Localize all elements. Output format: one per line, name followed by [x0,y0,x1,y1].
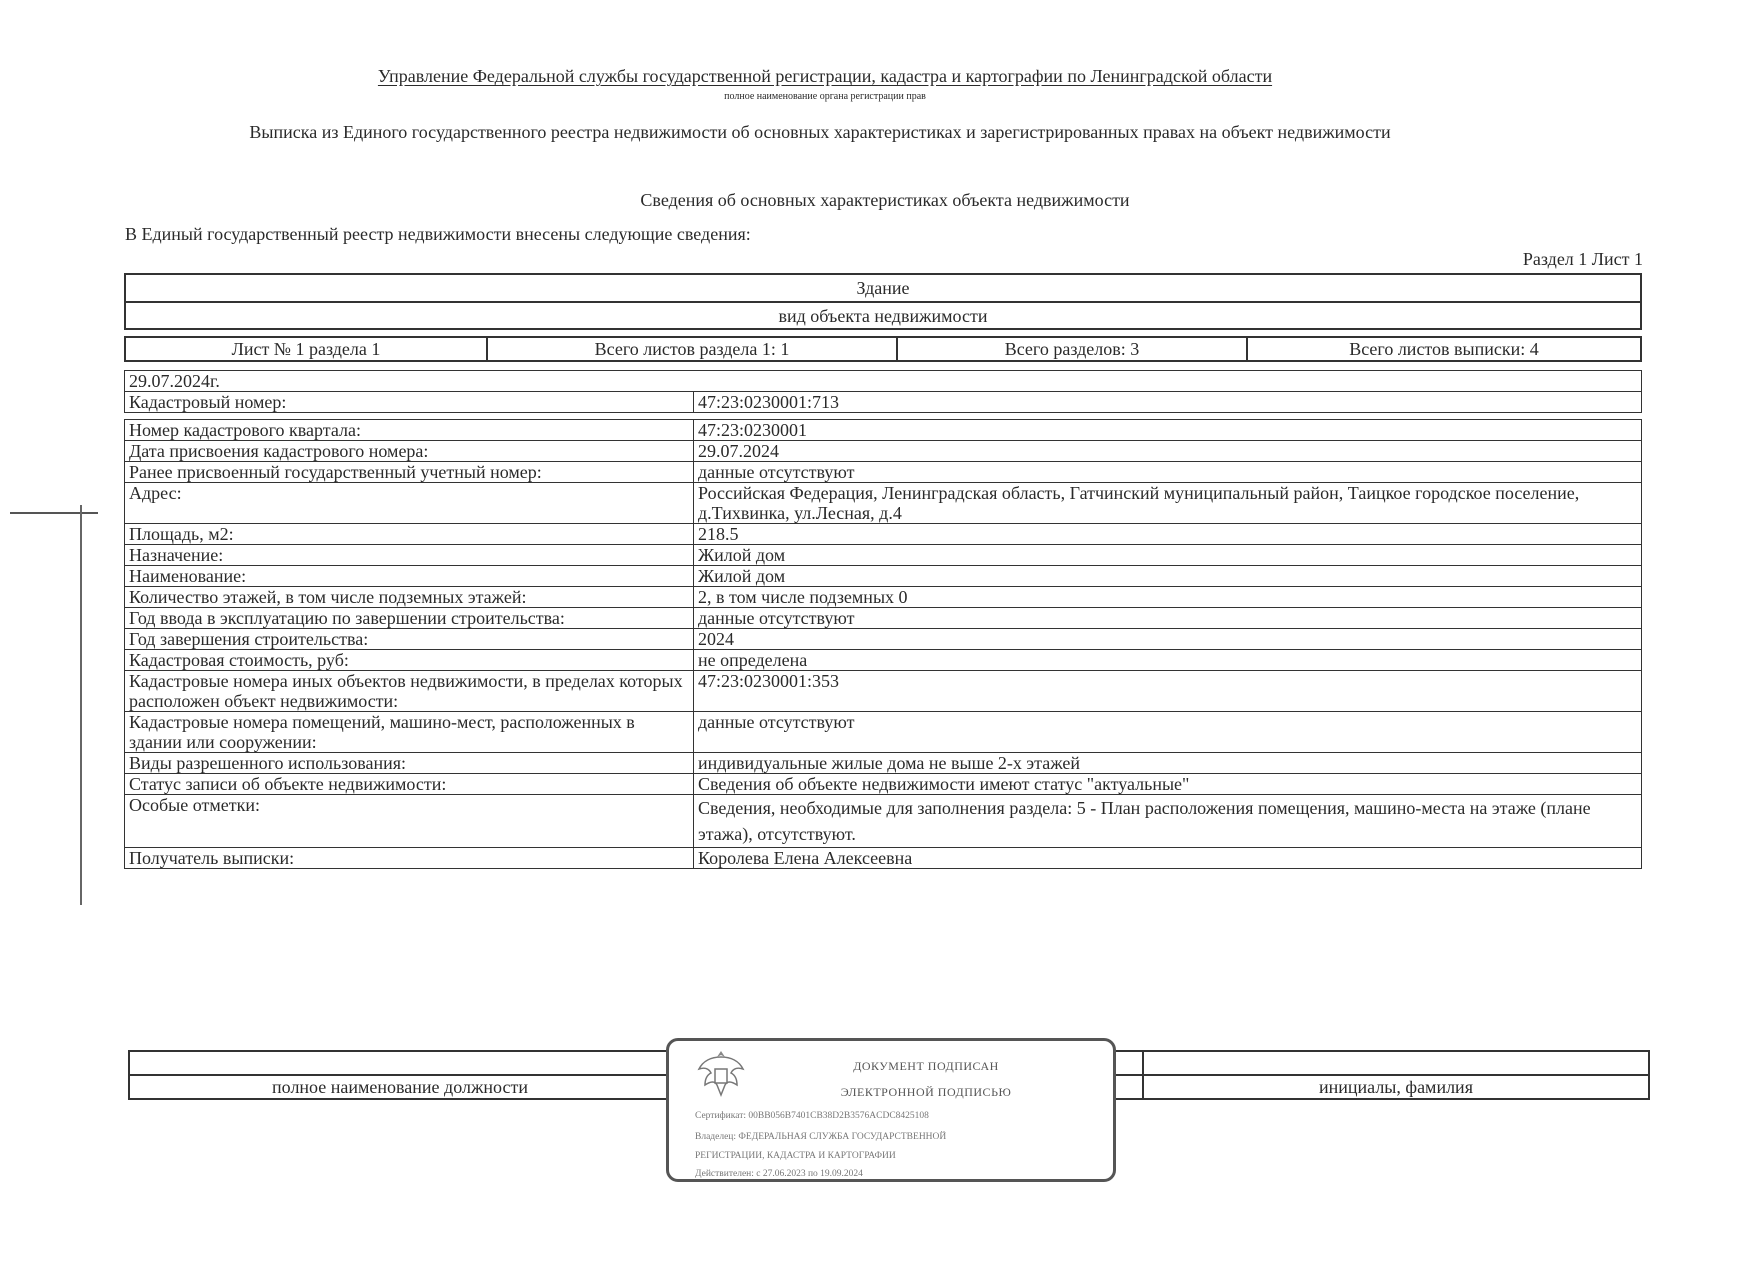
row-label: Номер кадастрового квартала: [125,420,694,441]
object-type-box [124,273,1642,330]
row-label: Дата присвоения кадастрового номера: [125,441,694,462]
org-name: Управление Федеральной службы государственной регистрации, кадастра и картографии по Ленинградской области [377,66,1273,86]
row-label: Кадастровые номера иных объектов недвижимости, в пределах которых расположен объект недвижимости: [125,671,694,712]
stamp-title: ДОКУМЕНТ ПОДПИСАН [853,1059,999,1073]
extract-date: 29.07.2024г. [125,371,1642,392]
row-value: Российская Федерация, Ленинградская область, Гатчинский муниципальный район, Таицкое городское поселение, д.Тихвинка, ул.Лесная, д.4 [694,483,1642,524]
row-label: Год ввода в эксплуатацию по завершении строительства: [125,608,694,629]
row-value: Сведения, необходимые для заполнения раздела: 5 - План расположения помещения, машино-места на этаже (плане этажа), отсутствуют. [694,795,1642,848]
row-value: данные отсутствуют [694,608,1642,629]
org-caption: полное наименование органа регистрации прав [724,91,926,102]
table-row [125,848,1642,869]
margin-line [80,505,82,905]
row-label: Назначение: [125,545,694,566]
sheet-number: Лист № 1 раздела 1 [126,338,488,360]
object-type-value: Здание [856,278,910,298]
characteristics-table [124,370,1642,869]
table-row [125,566,1642,587]
row-value: данные отсутствуют [694,712,1642,753]
stamp-owner-line2: РЕГИСТРАЦИИ, КАДАСТРА И КАРТОГРАФИИ [695,1151,896,1161]
table-row [125,671,1642,712]
table-row [125,608,1642,629]
cadastral-number-row [125,392,1642,413]
object-type-caption: вид объекта недвижимости [126,301,1640,329]
row-value: данные отсутствуют [694,462,1642,483]
table-row [125,753,1642,774]
row-label: Статус записи об объекте недвижимости: [125,774,694,795]
row-value: Сведения об объекте недвижимости имеют статус "актуальные" [694,774,1642,795]
table-row [125,524,1642,545]
stamp-owner-line1: Владелец: ФЕДЕРАЛЬНАЯ СЛУЖБА ГОСУДАРСТВЕННОЙ [695,1132,947,1142]
total-sections: Всего разделов: 3 [898,338,1248,360]
row-value: индивидуальные жилые дома не выше 2-х этажей [694,753,1642,774]
total-sheets: Всего листов выписки: 4 [1349,339,1539,359]
row-value: Королева Елена Алексеевна [694,848,1642,869]
row-label: Виды разрешенного использования: [125,753,694,774]
row-value: 47:23:0230001 [694,420,1642,441]
table-row [125,587,1642,608]
table-row [125,420,1642,441]
total-section-sheets: Всего листов раздела 1: 1 [488,338,898,360]
stamp-validity: Действителен: с 27.06.2023 по 19.09.2024 [695,1169,863,1179]
cadastral-number-value: 47:23:0230001:713 [694,392,1642,413]
table-row [125,441,1642,462]
name-caption: инициалы, фамилия [1143,1075,1649,1099]
row-value: 29.07.2024 [694,441,1642,462]
row-value: 2, в том числе подземных 0 [694,587,1642,608]
position-caption: полное наименование должности [129,1075,671,1099]
section-title: Сведения об основных характеристиках объекта недвижимости [640,190,1130,210]
row-label: Год завершения строительства: [125,629,694,650]
sheets-info-row [124,336,1642,362]
row-label: Наименование: [125,566,694,587]
document-title: Выписка из Единого государственного реестра недвижимости об основных характеристиках и зарегистрированных правах на объект недвижимости [249,122,1391,142]
margin-mark [10,512,98,514]
table-row [125,712,1642,753]
row-label: Адрес: [125,483,694,524]
row-value: 2024 [694,629,1642,650]
row-label: Особые отметки: [125,795,694,848]
table-row [125,629,1642,650]
date-row [125,371,1642,392]
row-value: Жилой дом [694,545,1642,566]
stamp-subtitle: ЭЛЕКТРОННОЙ ПОДПИСЬЮ [840,1085,1012,1099]
eagle-emblem-icon [693,1045,749,1101]
section-sheet-label: Раздел 1 Лист 1 [1522,249,1643,269]
table-gap [125,413,1642,420]
cadastral-number-label: Кадастровый номер: [125,392,694,413]
row-value: 47:23:0230001:353 [694,671,1642,712]
row-label: Количество этажей, в том числе подземных этажей: [125,587,694,608]
intro-text: В Единый государственный реестр недвижимости внесены следующие сведения: [125,224,751,244]
row-value: не определена [694,650,1642,671]
table-row [125,650,1642,671]
table-row [125,483,1642,524]
row-label: Площадь, м2: [125,524,694,545]
row-label: Кадастровые номера помещений, машино-мест, расположенных в здании или сооружении: [125,712,694,753]
table-row [125,795,1642,848]
stamp-certificate: Сертификат: 00BB056B7401CB38D2B3576ACDC8425108 [695,1111,929,1121]
electronic-signature-stamp [666,1038,1116,1182]
row-value: Жилой дом [694,566,1642,587]
row-label: Ранее присвоенный государственный учетный номер: [125,462,694,483]
table-row [125,545,1642,566]
row-value: 218.5 [694,524,1642,545]
table-row [125,774,1642,795]
table-row [125,462,1642,483]
row-label: Получатель выписки: [125,848,694,869]
row-label: Кадастровая стоимость, руб: [125,650,694,671]
